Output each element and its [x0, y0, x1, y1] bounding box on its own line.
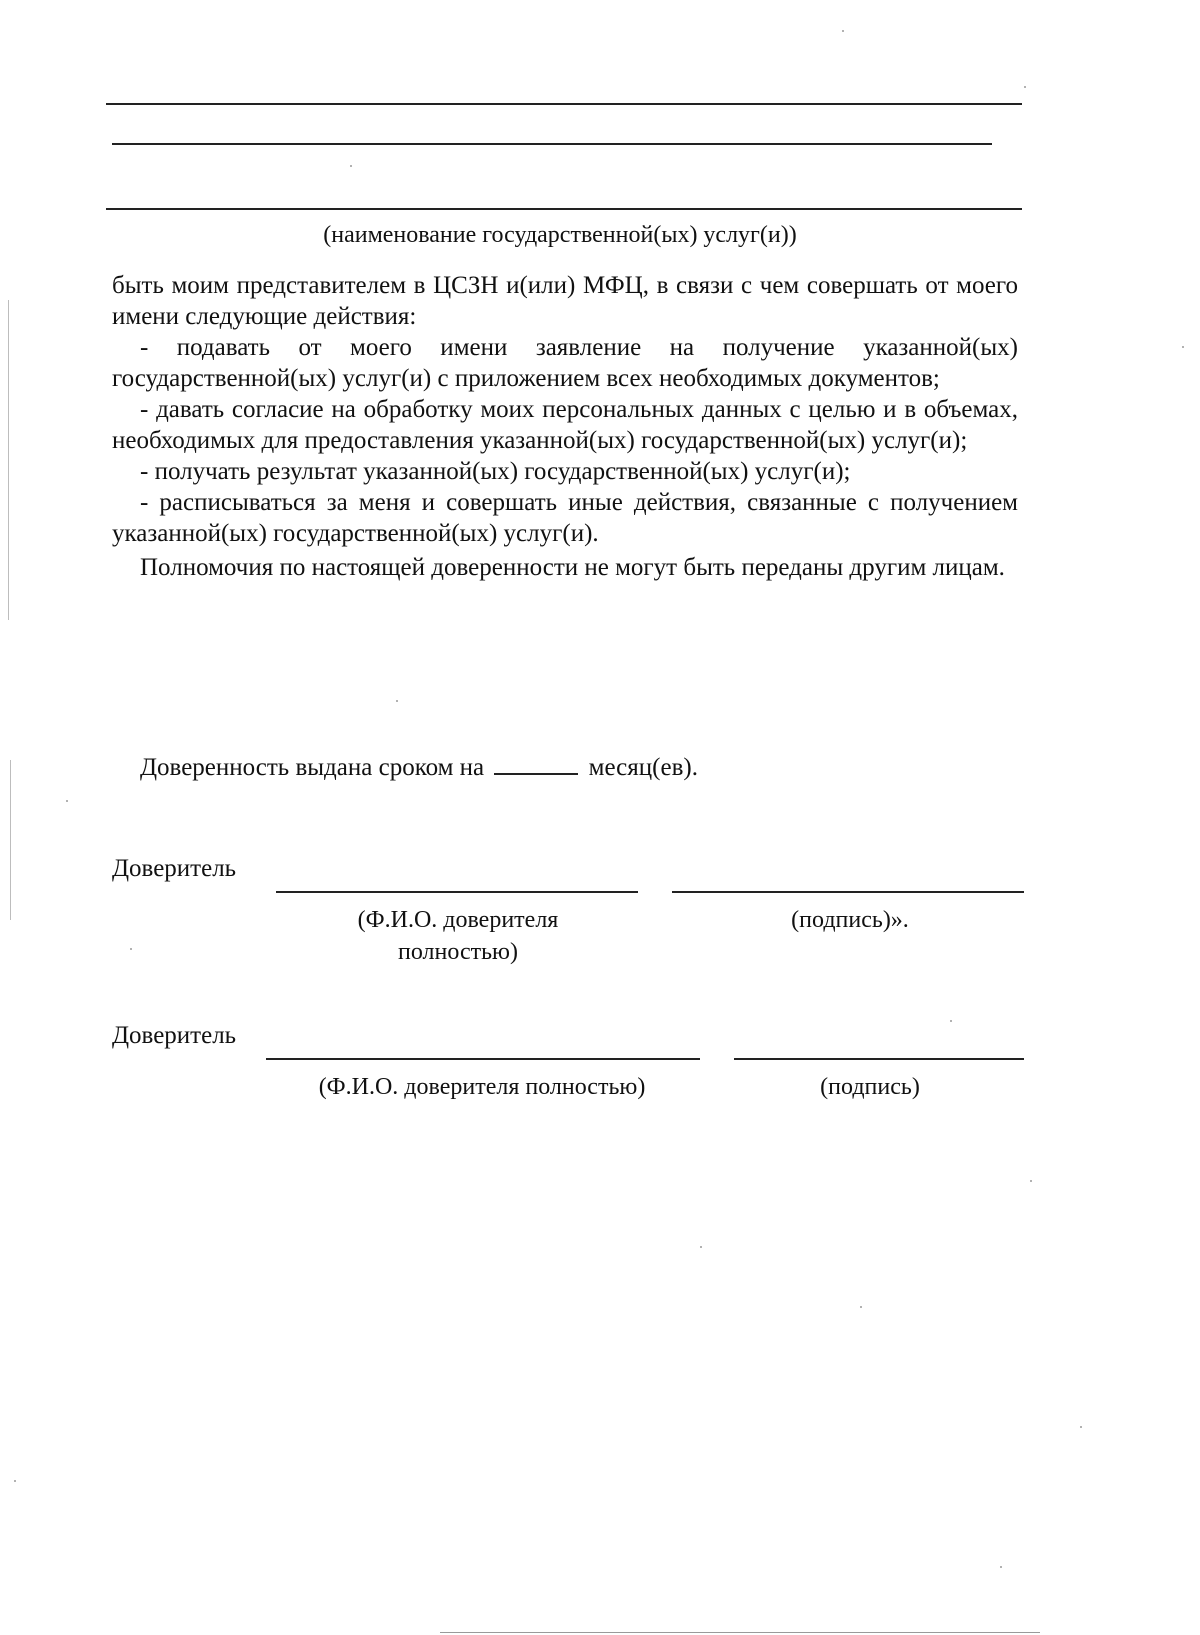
- grantor-name-caption-2: (Ф.И.О. доверителя полностью): [318, 1074, 646, 1100]
- grantor-label-1: Доверитель: [112, 855, 237, 882]
- scan-speck: [950, 1020, 952, 1022]
- service-name-line-1: [106, 103, 1022, 105]
- scan-speck: [130, 948, 132, 950]
- scan-speck: [1030, 1180, 1032, 1182]
- service-caption: (наименование государственной(ых) услуг(и)): [323, 222, 797, 248]
- grantor-name-caption-1b: полностью): [398, 939, 518, 965]
- scan-speck: [350, 165, 352, 167]
- grantor-signature-line-2[interactable]: [734, 1058, 1024, 1060]
- scan-speck: [14, 1480, 16, 1482]
- grantor-name-line-2[interactable]: [266, 1058, 700, 1060]
- scan-edge-mark: [8, 300, 9, 620]
- term-months-blank[interactable]: [494, 769, 578, 775]
- term-line: [140, 752, 698, 783]
- grantor-signature-line-1[interactable]: [672, 891, 1024, 893]
- scan-speck: [700, 1246, 702, 1248]
- paragraph-receive-result: - получать результат указанной(ых) государственной(ых) услуг(и);: [140, 458, 851, 485]
- paragraph-submit-application: - подавать от моего имени заявление на получение указанной(ых) государственной(ых) услуг(и) с приложением всех необходимых документов;: [112, 334, 1018, 392]
- scan-speck: [842, 30, 844, 32]
- grantor-name-caption-1a: (Ф.И.О. доверителя: [357, 907, 559, 933]
- grantor-sign-caption-2: (подпись): [820, 1074, 920, 1100]
- grantor-name-line-1[interactable]: [276, 891, 638, 893]
- term-prefix: Доверенность выдана сроком на: [140, 754, 485, 781]
- scan-speck: [1024, 86, 1026, 88]
- term-suffix: месяц(ев).: [588, 754, 698, 781]
- grantor-sign-caption-1: (подпись)».: [791, 907, 909, 933]
- scan-speck: [860, 1306, 862, 1308]
- paragraph-sign-on-behalf: - расписываться за меня и совершать иные действия, связанные с получением указанной(ых) государственной(ых) услуг(и).: [112, 489, 1018, 547]
- grantor-label-2: Доверитель: [112, 1022, 237, 1049]
- scan-edge-mark: [10, 760, 11, 920]
- scan-speck: [66, 800, 68, 802]
- service-name-line-3: [106, 208, 1022, 210]
- scan-speck: [396, 700, 398, 702]
- paragraph-intro: быть моим представителем в ЦСЗН и(или) МФЦ, в связи с чем совершать от моего имени следующие действия:: [112, 272, 1018, 330]
- scan-speck: [1182, 346, 1184, 348]
- scan-speck: [1000, 1566, 1002, 1568]
- scan-speck: [1080, 1426, 1082, 1428]
- paragraph-consent-personal-data: - давать согласие на обработку моих персональных данных с целью и в объемах, необходимых для предоставления указанной(ых) государственной(ых) услуг(и);: [112, 396, 1018, 454]
- body-text: [112, 270, 1018, 583]
- service-name-line-2: [112, 143, 992, 145]
- scan-bottom-mark: [440, 1632, 1040, 1633]
- paragraph-authority-not-transferable: Полномочия по настоящей доверенности не могут быть переданы другим лицам.: [140, 554, 1005, 581]
